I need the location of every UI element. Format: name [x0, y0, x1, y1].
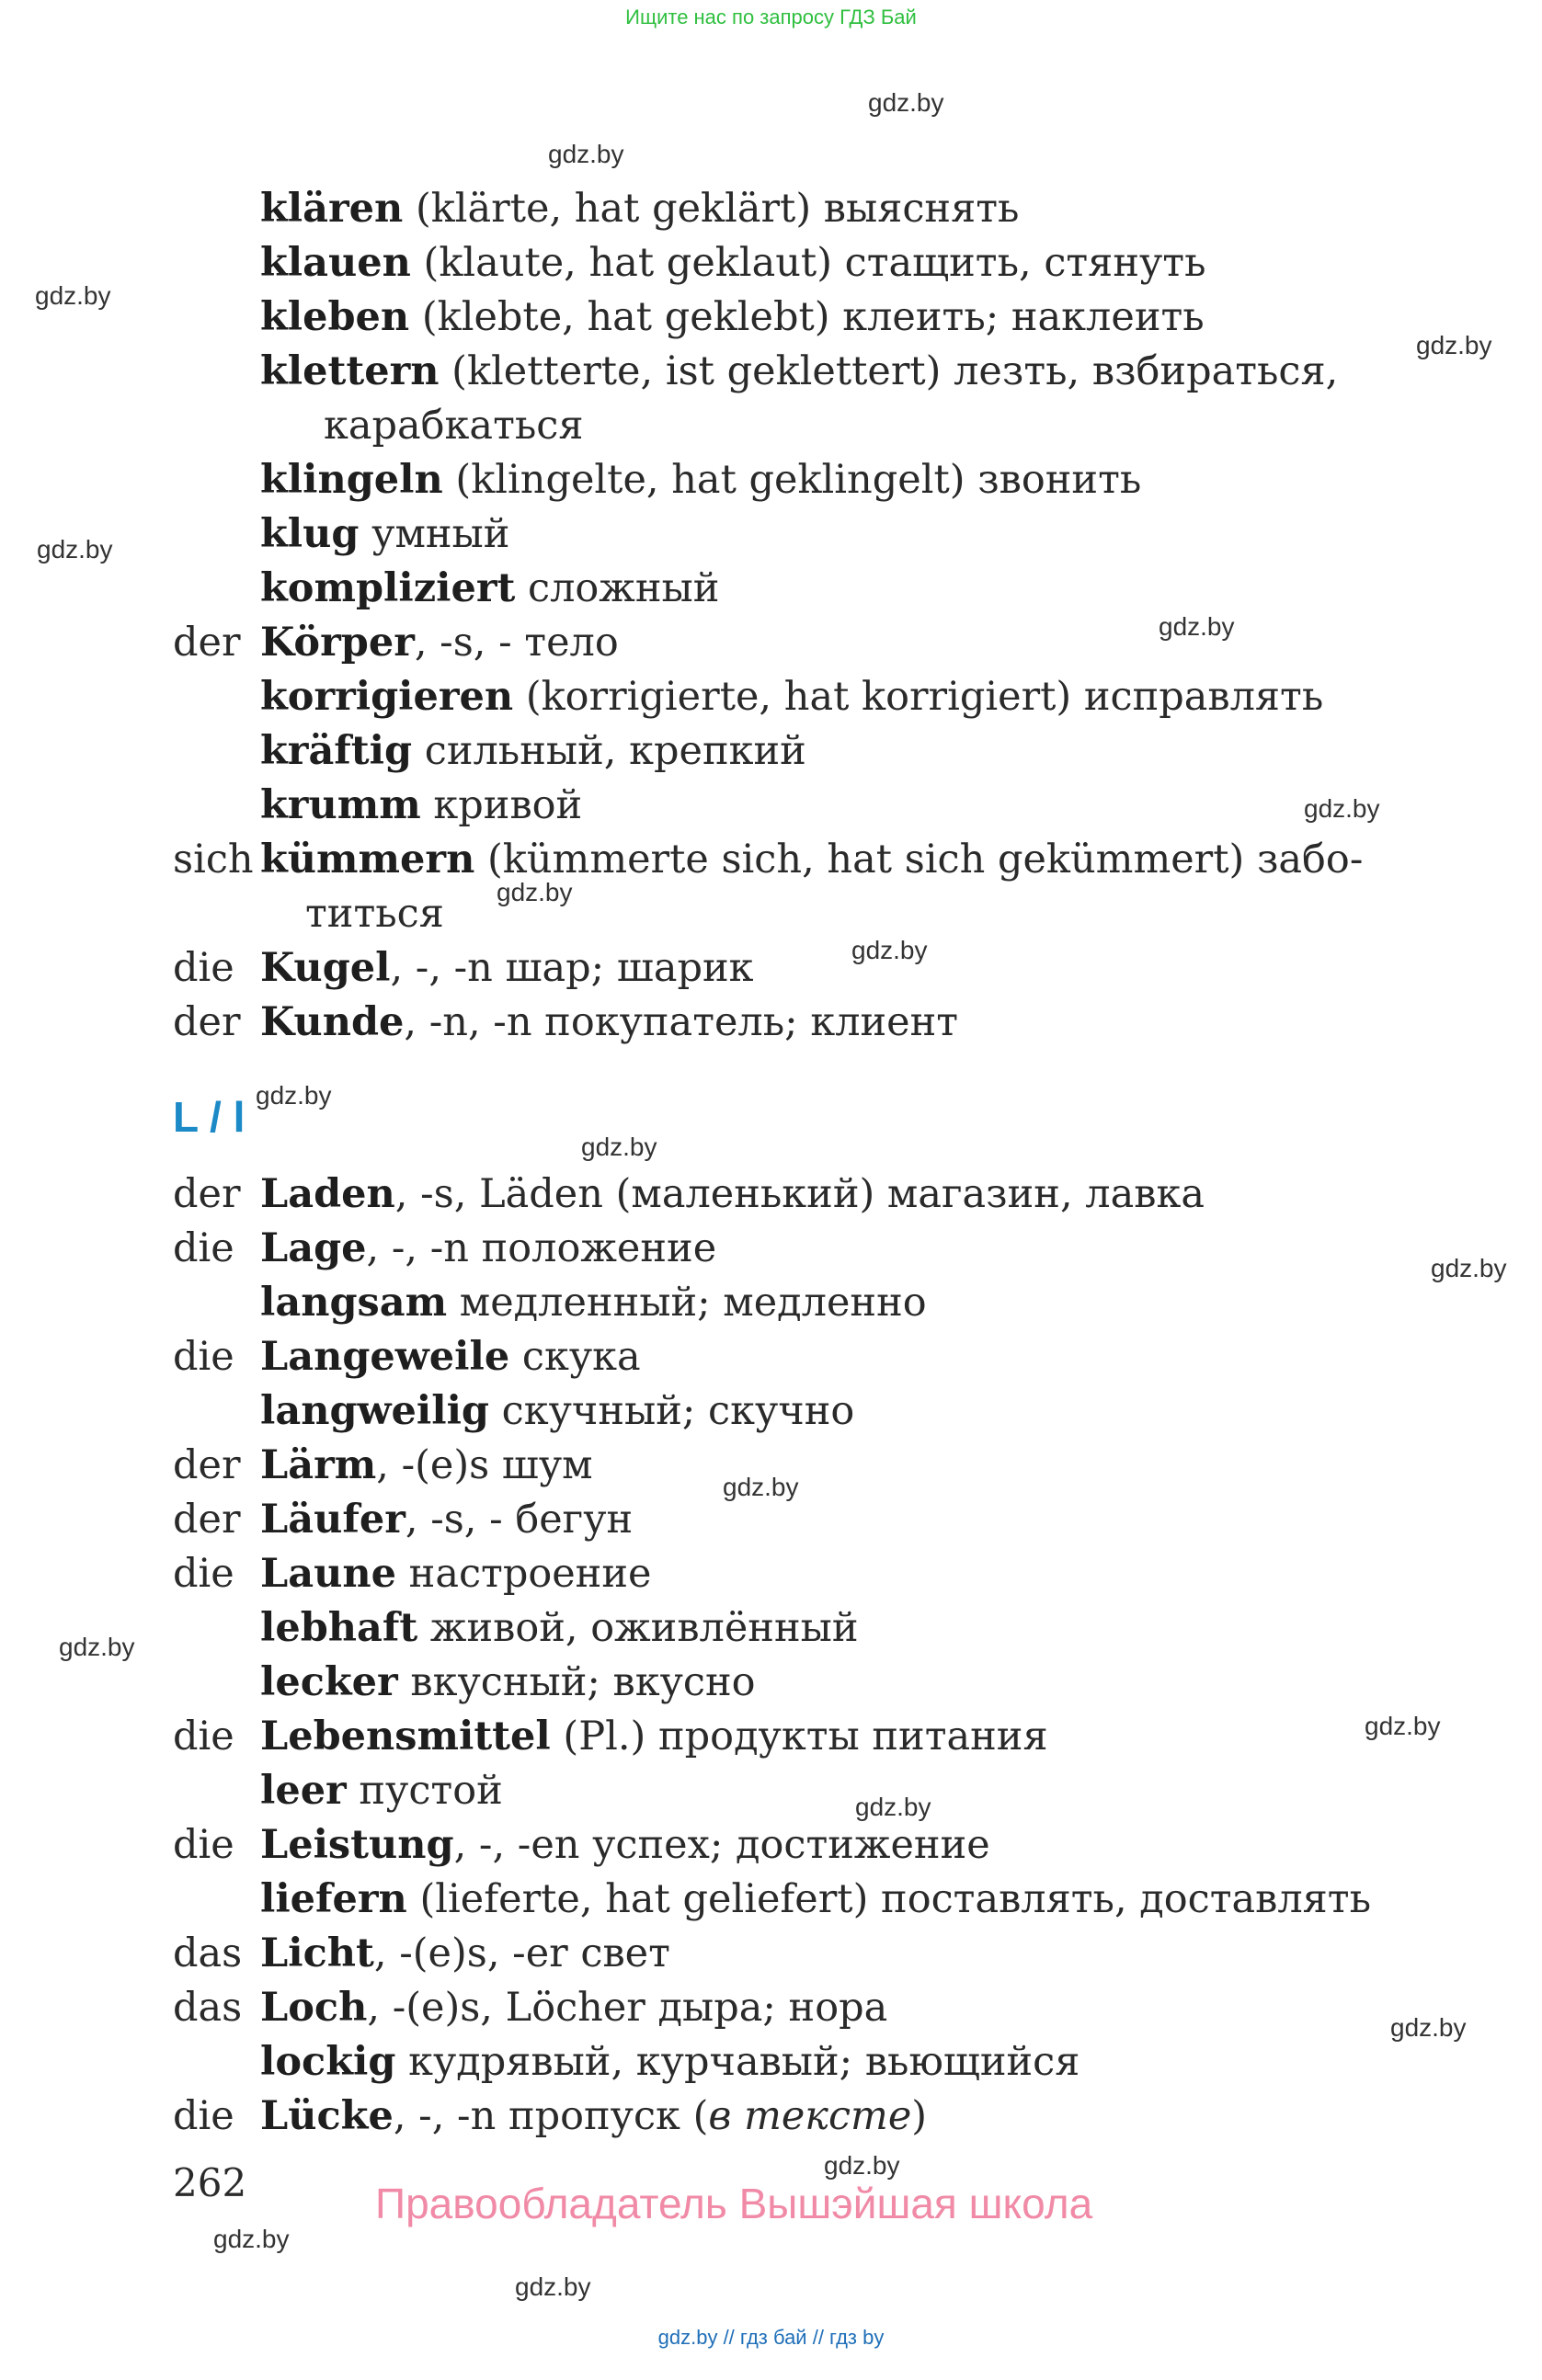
entry-definition: , -(e)s, Löcher дыра; нора	[367, 1985, 888, 2031]
dictionary-entry	[0, 1330, 1542, 1384]
entry-article: der	[173, 999, 241, 1045]
dictionary-entry	[0, 1818, 1542, 1873]
dictionary-entry	[0, 833, 1542, 887]
watermark: gdz.by	[497, 878, 573, 906]
entry-headword: Lebensmittel	[260, 1714, 551, 1759]
copyright-notice: Правообладатель Вышэйшая школа	[375, 2180, 1093, 2227]
entry-definition: скучный; скучно	[488, 1388, 855, 1434]
entry-article: der	[173, 620, 241, 666]
entry-definition: , -n, -n покупатель; клиент	[404, 999, 959, 1045]
entry-headword: Lücke	[260, 2093, 394, 2139]
entry-definition: , -(e)s, -er свет	[373, 1930, 670, 1976]
dictionary-entry	[0, 507, 1542, 562]
entry-headword: lebhaft	[260, 1605, 418, 1651]
entry-article: das	[173, 1930, 243, 1976]
entry-definition: кудрявый, курчавый; вьющийся	[395, 2039, 1080, 2085]
top-banner: Ищите нас по запросу ГДЗ Бай	[625, 6, 917, 28]
entry-headword: leer	[260, 1768, 347, 1814]
entry-headword: langsam	[260, 1280, 448, 1326]
entry-headword: Leistung	[260, 1822, 454, 1868]
page-number: 262	[173, 2160, 247, 2205]
entry-continuation-text: карабкаться	[324, 403, 584, 449]
watermark: gdz.by	[1431, 1254, 1507, 1282]
entry-definition-close: )	[911, 2093, 928, 2139]
entry-definition: медленный; медленно	[447, 1280, 927, 1326]
entry-article: die	[173, 1551, 234, 1597]
entry-headword: Licht	[260, 1930, 374, 1976]
dictionary-entry	[0, 941, 1542, 996]
entry-definition: , -s, Läden (маленький) магазин, лавка	[394, 1171, 1205, 1217]
entry-article: die	[173, 1822, 234, 1868]
watermark: gdz.by	[855, 1793, 931, 1821]
entry-definition: кривой	[420, 782, 583, 828]
entry-headword: kompliziert	[260, 565, 516, 611]
entry-definition: (klaute, hat geklaut) стащить, стянуть	[410, 240, 1206, 286]
entry-headword: Langeweile	[260, 1334, 510, 1380]
dictionary-entry	[0, 1764, 1542, 1818]
watermark: gdz.by	[35, 281, 111, 310]
watermark: gdz.by	[868, 88, 944, 117]
watermark: gdz.by	[213, 2225, 290, 2253]
dictionary-entry	[0, 1547, 1542, 1601]
dictionary-entry	[0, 1439, 1542, 1493]
watermark: gdz.by	[256, 1081, 332, 1110]
entry-definition: (korrigierte, hat korrigiert) исправлять	[513, 674, 1324, 720]
entry-definition-italic: в тексте	[708, 2093, 912, 2139]
watermark: gdz.by	[548, 140, 624, 168]
watermark: gdz.by	[1365, 1712, 1441, 1740]
entry-article: die	[173, 945, 234, 991]
watermark: gdz.by	[581, 1133, 657, 1161]
dictionary-entry	[0, 236, 1542, 290]
entry-article: die	[173, 1334, 234, 1380]
watermark: gdz.by	[59, 1633, 135, 1661]
watermark: gdz.by	[1159, 612, 1235, 641]
entry-headword: lecker	[260, 1659, 398, 1705]
entry-headword: Läufer	[260, 1497, 405, 1543]
dictionary-entry	[0, 345, 1542, 399]
entry-definition: (kümmerte sich, hat sich gekümmert) забо-	[474, 837, 1364, 883]
entry-definition: (kletterte, ist geklettert) лезть, взбираться,	[439, 348, 1339, 394]
entry-headword: Körper	[260, 620, 415, 666]
entry-headword: klären	[260, 186, 404, 232]
entry-headword: Lärm	[260, 1442, 377, 1488]
dictionary-entry	[0, 1167, 1542, 1222]
entry-definition: настроение	[395, 1551, 652, 1597]
dictionary-entry	[0, 724, 1542, 779]
dictionary-entry	[0, 1873, 1542, 1927]
watermark: gdz.by	[515, 2272, 591, 2301]
entry-headword: kümmern	[260, 837, 475, 883]
entry-definition: (klebte, hat geklebt) клеить; наклеить	[409, 294, 1205, 340]
watermark: gdz.by	[1416, 331, 1492, 359]
entry-definition: , -s, - тело	[414, 620, 619, 666]
watermark: gdz.by	[1304, 794, 1380, 823]
entry-continuation-text: титься	[305, 891, 444, 937]
watermark: gdz.by	[824, 2151, 900, 2180]
entry-headword: klettern	[260, 348, 440, 394]
entry-definition: (klingelte, hat geklingelt) звонить	[442, 457, 1142, 503]
entry-article: der	[173, 1497, 241, 1543]
watermark: gdz.by	[723, 1473, 799, 1501]
dictionary-entry	[0, 1493, 1542, 1547]
dictionary-entry	[0, 1222, 1542, 1276]
watermark: gdz.by	[37, 535, 113, 564]
dictionary-entry	[0, 453, 1542, 507]
entry-definition: , -, -n шар; шарик	[390, 945, 754, 991]
dictionary-entry	[0, 1656, 1542, 1710]
entry-definition: , -(e)s шум	[376, 1442, 593, 1488]
entry-definition: живой, оживлённый	[417, 1605, 859, 1651]
entry-article: sich	[173, 837, 254, 883]
dictionary-entry	[0, 1710, 1542, 1764]
entry-article: der	[173, 1171, 241, 1217]
entry-headword: liefern	[260, 1876, 407, 1922]
entry-headword: klingeln	[260, 457, 443, 503]
entry-definition: (klärte, hat geklärt) выяснять	[403, 186, 1020, 232]
entry-headword: Laune	[260, 1551, 396, 1597]
entry-headword: korrigieren	[260, 674, 514, 720]
entry-definition: , -, -en успех; достижение	[453, 1822, 990, 1868]
entry-article: die	[173, 1714, 234, 1759]
dictionary-entry	[0, 2090, 1542, 2144]
entry-definition: (Pl.) продукты питания	[550, 1714, 1048, 1759]
dictionary-entry	[0, 1981, 1542, 2035]
entry-continuation	[0, 887, 1542, 941]
dictionary-entry	[0, 182, 1542, 236]
entry-definition: скука	[509, 1334, 641, 1380]
dictionary-entry	[0, 562, 1542, 616]
entry-definition: сильный, крепкий	[412, 728, 806, 774]
dictionary-entry	[0, 996, 1542, 1050]
section-letter-heading: L / l	[173, 1093, 246, 1141]
entry-article: die	[173, 1225, 234, 1271]
entry-article: das	[173, 1985, 243, 2031]
entry-headword: kräftig	[260, 728, 413, 774]
dictionary-entry	[0, 616, 1542, 670]
entry-article: der	[173, 1442, 241, 1488]
watermark: gdz.by	[851, 936, 928, 964]
entry-headword: Kugel	[260, 945, 391, 991]
dictionary-entry	[0, 1384, 1542, 1439]
dictionary-entry	[0, 2035, 1542, 2090]
entry-headword: kleben	[260, 294, 410, 340]
entry-definition: пустой	[346, 1768, 503, 1814]
entry-headword: lockig	[260, 2039, 396, 2085]
entry-headword: Laden	[260, 1171, 395, 1217]
entry-definition: , -, -n пропуск (	[393, 2093, 709, 2139]
entry-headword: klug	[260, 511, 360, 557]
entry-headword: krumm	[260, 782, 421, 828]
dictionary-entry	[0, 290, 1542, 345]
entry-article: die	[173, 2093, 234, 2139]
dictionary-entry	[0, 779, 1542, 833]
entry-headword: langweilig	[260, 1388, 489, 1434]
entry-headword: klauen	[260, 240, 411, 286]
entry-definition: вкусный; вкусно	[397, 1659, 756, 1705]
watermark: gdz.by	[1390, 2013, 1467, 2042]
dictionary-entry	[0, 1601, 1542, 1656]
entry-definition: сложный	[515, 565, 720, 611]
entry-definition: , -s, - бегун	[405, 1497, 634, 1543]
entry-definition: , -, -n положение	[366, 1225, 717, 1271]
dictionary-entry	[0, 670, 1542, 724]
dictionary-entry	[0, 1276, 1542, 1330]
entry-headword: Lage	[260, 1225, 367, 1271]
entry-headword: Kunde	[260, 999, 405, 1045]
entry-continuation	[0, 399, 1542, 453]
entry-definition: умный	[359, 511, 510, 557]
entry-headword: Loch	[260, 1985, 368, 2031]
footer-links[interactable]: gdz.by // гдз бай // гдз by	[657, 2326, 885, 2349]
dictionary-entry	[0, 1927, 1542, 1981]
entry-definition: (lieferte, hat geliefert) поставлять, доставлять	[406, 1876, 1372, 1922]
